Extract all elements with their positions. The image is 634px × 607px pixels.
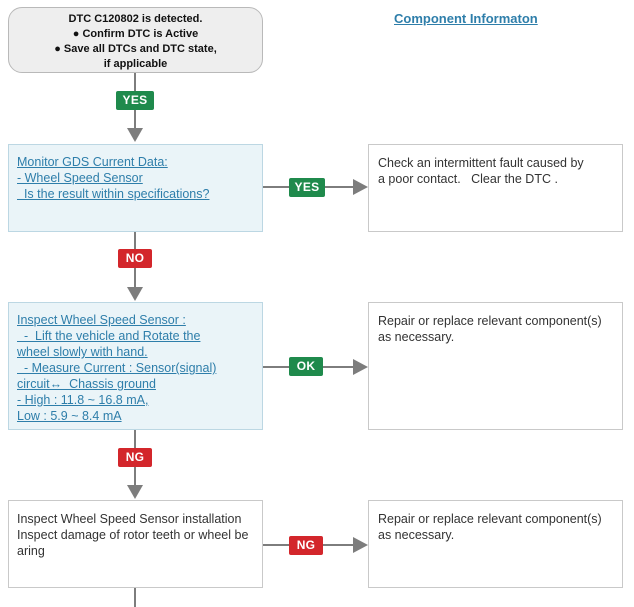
yes-badge: YES [116,91,154,110]
result3-line-1: Repair or replace relevant component(s) [378,512,602,526]
ng-badge: NG [289,536,323,555]
start-line-3: ● Save all DTCs and DTC state, [54,43,217,55]
dtc-detected-box [8,7,263,73]
yes-badge: YES [289,178,325,197]
wheel-speed-sensor-link[interactable]: - Wheel Speed Sensor [17,171,143,185]
result3-line-2: as necessary. [378,528,455,542]
intermittent-fault-box [368,144,623,232]
repair-replace-box [368,302,623,430]
arrow-right-icon [353,179,368,195]
result2-line-2: as necessary. [378,330,455,344]
arrow-right-icon [353,359,368,375]
step2-line-3[interactable]: wheel slowly with hand. [17,345,148,359]
result2-line-1: Repair or replace relevant component(s) [378,314,602,328]
start-line-1: DTC C120802 is detected. [68,13,203,25]
result1-line-2: a poor contact. Clear the DTC . [378,172,558,186]
arrow-down-icon [127,485,143,499]
step2-line-2[interactable]: - Lift the vehicle and Rotate the [17,329,201,343]
ok-badge: OK [289,357,323,376]
spec-question-link[interactable]: Is the result within specifications? [17,187,210,201]
start-line-2: ● Confirm DTC is Active [72,28,199,40]
result1-line-1: Check an intermittent fault caused by [378,156,584,170]
inspect-wheel-speed-sensor-box [8,302,263,430]
step3-line-2: Inspect damage of rotor teeth or wheel be [17,528,249,542]
inspect-installation-box [8,500,263,588]
arrow-down-icon [127,287,143,301]
step2-line-5[interactable]: circuit↔ Chassis ground [17,377,156,391]
ng-badge: NG [118,448,152,467]
component-information-link[interactable]: Component Informaton [394,11,538,26]
step2-line-4[interactable]: - Measure Current : Sensor(signal) [17,361,217,375]
step2-line-1[interactable]: Inspect Wheel Speed Sensor : [17,313,186,327]
step3-line-3: aring [17,544,45,558]
no-badge: NO [118,249,152,268]
arrow-down-icon [127,128,143,142]
monitor-gds-box [8,144,263,232]
step3-line-1: Inspect Wheel Speed Sensor installation [17,512,242,526]
repair-replace-box [368,500,623,588]
connector-line [134,588,136,607]
step2-line-6[interactable]: - High : 11.8 ~ 16.8 mA, [17,393,149,407]
monitor-gds-link[interactable]: Monitor GDS Current Data: [17,155,168,169]
start-line-4: if applicable [103,58,168,70]
step2-line-7[interactable]: Low : 5.9 ~ 8.4 mA [17,409,122,423]
arrow-right-icon [353,537,368,553]
